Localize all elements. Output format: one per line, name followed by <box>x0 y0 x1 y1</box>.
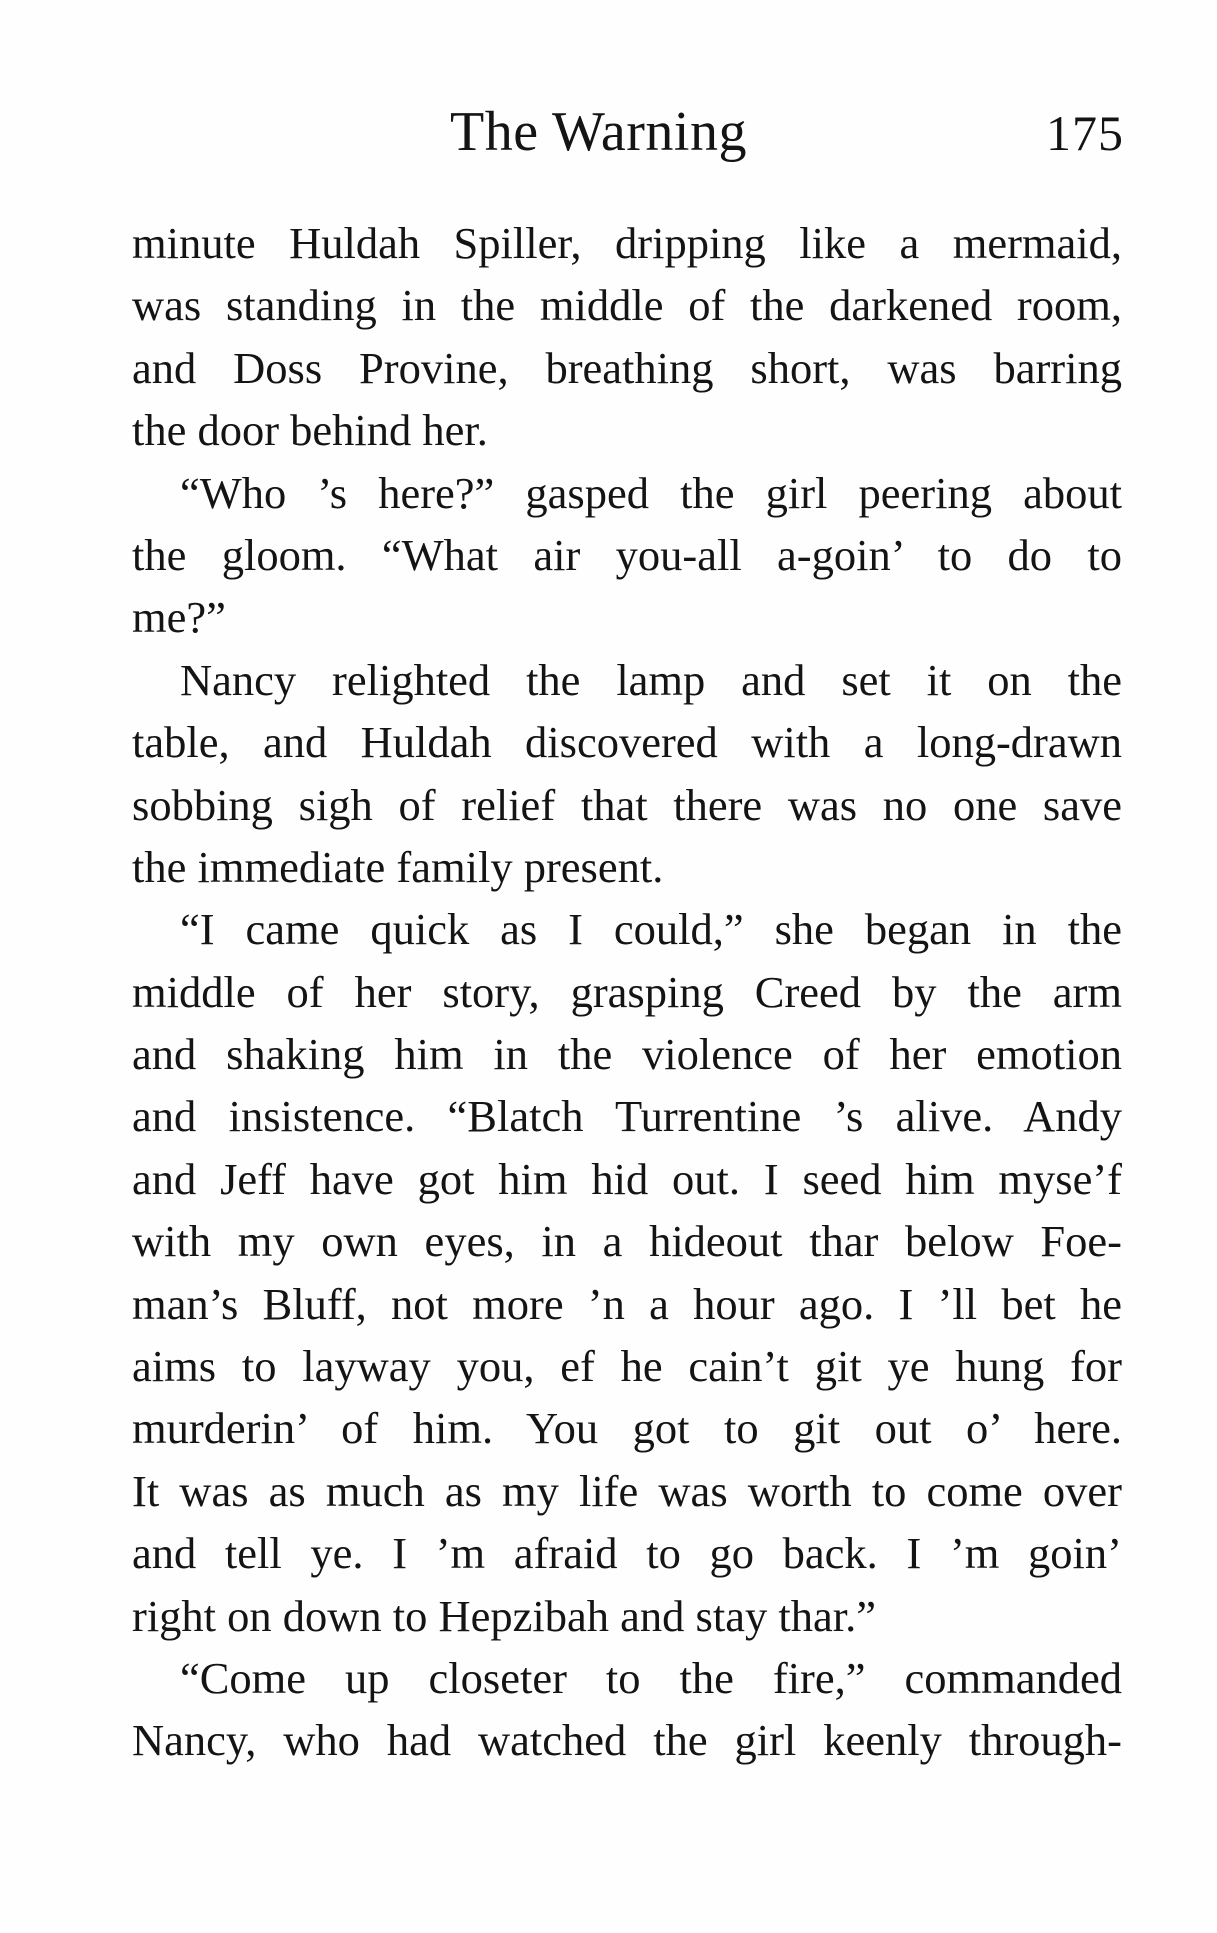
text-line: sobbing sigh of relief that there was no one save <box>132 779 1122 830</box>
text-line: table, and Huldah discovered with a long-drawn <box>132 717 1122 768</box>
text-line: minute Huldah Spiller, dripping like a mermaid, <box>132 218 1122 268</box>
text-line: Nancy, who had watched the girl keenly through- <box>132 1715 1122 1766</box>
text-line: was standing in the middle of the darkened room, <box>132 280 1122 331</box>
text-line: and insistence. “Blatch Turrentine ’s alive. Andy <box>132 1091 1122 1142</box>
text-line: “I came quick as I could,” she began in the <box>180 904 1122 955</box>
text-line: the immediate family present. <box>132 841 664 892</box>
text-line: It was as much as my life was worth to come over <box>132 1465 1122 1516</box>
text-line: and Doss Provine, breathing short, was barring <box>132 342 1122 393</box>
text-line: me?” <box>132 592 226 643</box>
text-line: with my own eyes, in a hideout thar below Foe- <box>132 1216 1122 1267</box>
text-line: middle of her story, grasping Creed by the arm <box>132 966 1122 1017</box>
page-number: 175 <box>1046 105 1124 161</box>
running-header <box>130 100 1130 180</box>
text-line: the gloom. “What air you-all a-goin’ to do to <box>132 529 1122 580</box>
text-line: and Jeff have got him hid out. I seed him myse’f <box>132 1153 1122 1204</box>
text-line: and shaking him in the violence of her emotion <box>132 1029 1122 1080</box>
text-line: murderin’ of him. You got to git out o’ here. <box>132 1403 1122 1454</box>
text-line: man’s Bluff, not more ’n a hour ago. I ’ll bet he <box>132 1278 1122 1329</box>
text-line: Nancy relighted the lamp and set it on the <box>180 654 1122 705</box>
text-line: “Come up closeter to the fire,” commanded <box>180 1652 1122 1703</box>
text-line: and tell ye. I ’m afraid to go back. I ’m goin’ <box>132 1528 1122 1579</box>
body-text <box>132 212 1122 1772</box>
text-line: right on down to Hepzibah and stay thar.” <box>132 1590 876 1641</box>
text-line: the door behind her. <box>132 405 488 456</box>
running-title: The Warning <box>450 101 747 163</box>
text-line: aims to layway you, ef he cain’t git ye hung for <box>132 1341 1122 1392</box>
text-line: “Who ’s here?” gasped the girl peering about <box>180 467 1122 518</box>
